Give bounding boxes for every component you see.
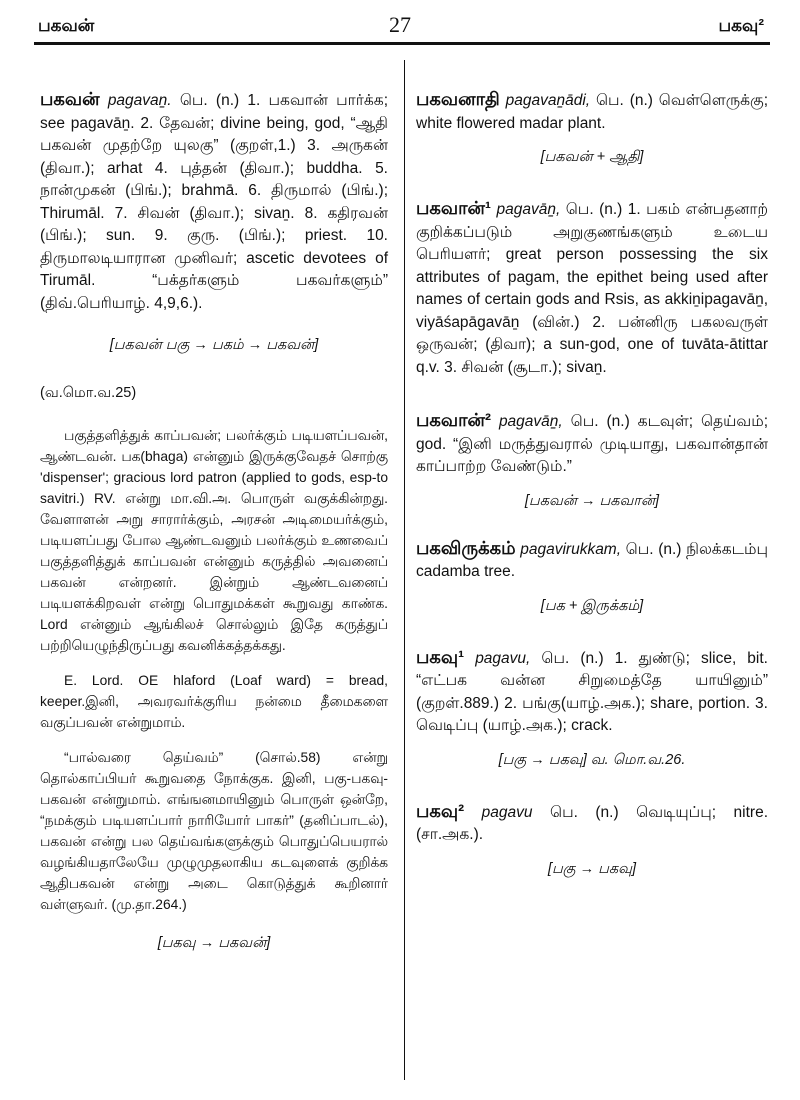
page-number: 27 [389, 12, 411, 37]
headword: பகவிருக்கம் [416, 537, 516, 558]
entry-pagavirukkam [416, 537, 768, 584]
note-paragraph-2: E. Lord. OE hlaford (Loaf ward) = bread, keeper.இனி, அவரவர்க்குரிய நன்மை தீமைகளை வகுப்பவன் என்றுமாம். [40, 673, 388, 730]
headword: பகவான்¹ [416, 198, 491, 218]
etymology: [பகு → பகவு] [547, 860, 637, 877]
header-rule [34, 42, 770, 45]
headword: பகவான்² [416, 410, 491, 430]
transliteration: pagavu, [475, 649, 531, 667]
etymology: [பகு → பகவு] வ. மொ.வ.26. [498, 751, 686, 768]
definition: பெ. (n.) 1. துண்டு; slice, bit. “எட்பக வன்ன சிறுமைத்தே யாயினும்” (குறள்.889.) 2. பங்கு(யாழ்.அக.); share, portion. 3. வெடிப்பு (யாழ்.அக.); crack. [416, 649, 768, 734]
definition: பெ. (n.) கடவுள்; தெய்வம்; god. “இனி மருத்துவரால் முடியாது, பகவான்தான் காப்பாற்ற வேண்டும்.” [416, 413, 769, 475]
definition: பெ. (n.) நிலக்கடம்பு cadamba tree. [416, 540, 768, 580]
transliteration: pagavu [481, 803, 533, 821]
entry-pagavu-2 [416, 800, 768, 847]
headword: பகவு² [416, 800, 465, 821]
header-right-guideword: பகவு² [718, 16, 764, 35]
entry-pagavu-1 [416, 646, 768, 738]
column-divider [404, 60, 405, 1080]
transliteration: pagavāṉ, [496, 201, 561, 218]
entry-pagavan-2 [416, 409, 768, 479]
definition: பெ. (n.) வெள்ளெருக்கு; white flowered madar plant. [416, 92, 768, 132]
etymology-final: [பகவு → பகவன்] [157, 935, 271, 951]
left-column [40, 88, 388, 953]
definition: பெ. (n.) வெடியுப்பு; nitre. (சா.அக.). [416, 803, 768, 843]
right-column [416, 88, 768, 879]
entry-pagavan-1 [416, 197, 768, 379]
reference: (வ.மொ.வ.25) [40, 385, 137, 401]
etymology: [பகவன் பகு → பகம் → பகவன்] [109, 337, 319, 353]
transliteration: pagavaṉādi, [505, 92, 591, 109]
entry-pagavanadi [416, 88, 768, 135]
entry-pagavan [40, 88, 388, 315]
transliteration: pagavirukkam, [520, 540, 622, 558]
etymology: [பக + இருக்கம்] [540, 597, 644, 614]
headword: பகவன் [40, 89, 100, 109]
transliteration: pagavāṉ, [498, 413, 563, 430]
headword: பகவு¹ [416, 646, 465, 667]
transliteration: pagavaṉ. [107, 92, 172, 109]
note-paragraph-3: “பால்வரை தெய்வம்” (சொல்.58) என்று தொல்காப்பியர் கூறுவதை நோக்குக. இனி, பகு-பகவு-பகவன் என்றுமாம். எங்ஙனமாயினும் பொருள் ஒன்றே, “நமக்கும் படியளப்பார் நாரியோர் பாகர்” (தனிப்பாடல்), பகவன் என்று பல தெய்வங்களுக்கும் பொதுப்பெயரால் வழங்கியதாலேயே முழுமுதலாகிய கடவுளைக் குறிக்க ஆதிபகவன் என்று அடை கொடுத்துக் கூறினார் வள்ளுவர். (மு.தா.264.) [40, 750, 388, 912]
etymology: [பகவன் → பகவான்] [524, 492, 660, 509]
definition: பெ. (n.) 1. பகவான் பார்க்க; see pagavāṉ. 2. தேவன்; divine being, god, “ஆதி பகவன் முதற்றே யுலகு” (குறள்,1.) 3. அருகன் (திவா.); arhat 4. புத்தன் (திவா.); buddha. 5. நான்முகன் (பிங்.); brahmā. 6. திருமால் (பிங்.); Thirumāl. 7. சிவன் (திவா.); sivaṉ. 8. கதிரவன் (பிங்.); sun. 9. குரு. (பிங்.); priest. 10. திருமாலடியாரான முனிவர்; ascetic devotees of Tirumāl. “பக்தர்களும் பகவர்களும்” (திவ்.பெரியாழ். 4,9,6.). [40, 92, 389, 312]
definition: பெ. (n.) 1. பகம் என்பதனாற் குறிக்கப்படும் அறுகுணங்களும் உடைய பெரியளர்; great person possessing the six attributes of pagam, the epithet being used after names of certain gods and Rsis, as akkiṉipagavāṉ, viyāśapāgavāṉ (வின்.) 2. பன்னிரு பகலவருள் ஒருவன்; (திவா); a sun-god, one of tuvāta-ātittar q.v. 3. சிவன் (சூடா.); sivaṉ. [416, 201, 768, 376]
etymology: [பகவன் + ஆதி] [540, 149, 644, 165]
header-left-guideword: பகவன் [38, 16, 95, 35]
headword: பகவனாதி [416, 89, 500, 109]
note-paragraph-1: பகுத்தளித்துக் காப்பவன்; பலர்க்கும் படியளப்பவன், ஆண்டவன். பக(bhaga) என்னும் இருக்குவேதச் சொற்கு 'dispenser'; gracious lord patron (applied to gods, esp-to savitri.) RV. என்று மா.வி.அ. பொருள் வகுக்கின்றது. வேளாளன் அறு சாரார்க்கும், அரசன் அடிமையர்க்கும், படியளப்பது போல ஆண்டவனும் பலர்க்கும் உணவைப் பகுத்தளித்துக் காப்பவன் என்னும் கருத்தில் அவனைப் பகவன் என்றனர். இன்றும் ஆண்டவனைப் படியளக்கிறவள் என்று பொதுமக்கள் கூறுவது காண்க. Lord என்னும் ஆங்கிலச் சொல்லும் இதே கருத்துப் பற்றியெழுந்திருப்பது கவனிக்கத்தக்கது. [40, 428, 388, 653]
